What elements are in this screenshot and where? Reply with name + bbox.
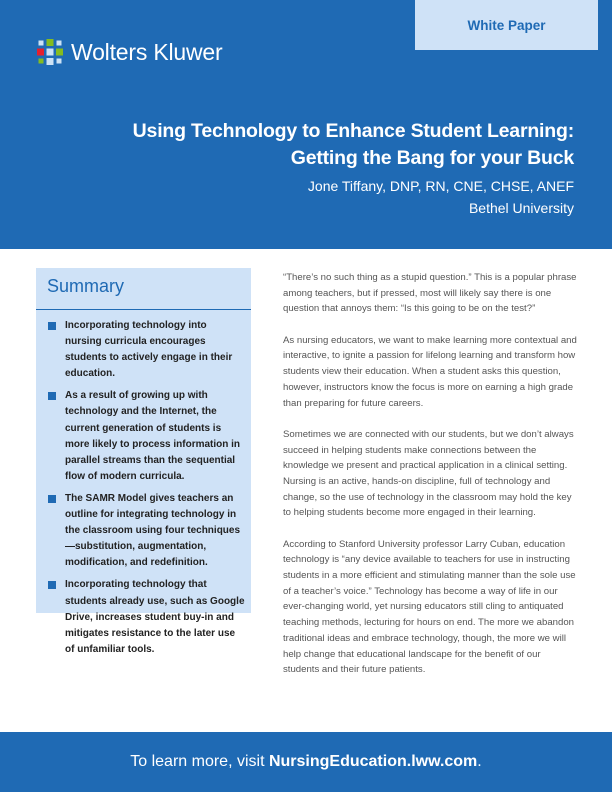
summary-item	[48, 577, 246, 657]
summary-item-text: Incorporating technology that students already use, such as Google Drive, increases student buy-in and mitigates resistance to the later use of unfamiliar tools.	[65, 579, 245, 655]
summary-divider	[36, 309, 251, 310]
body-paragraph: According to Stanford University professor Larry Cuban, education technology is “any device available to teachers for use in instructing students in a more efficient and stimulating manner than the sole use of a teacher’s voice.” Technology has become a way of life in our ever-changing world, yet nursing educators still cling to antiquated teaching methods, lecturing for hours on end. The more we abandon traditional ideas and embrace technology, though, the more we will help change that educational landscape for the benefit of our students and their future patients.	[283, 538, 576, 676]
author-line: Jone Tiffany, DNP, RN, CNE, CHSE, ANEF	[307, 178, 574, 194]
square-bullet-icon	[48, 322, 56, 330]
header-band	[0, 0, 612, 249]
summary-item	[48, 388, 246, 485]
white-paper-tag: White Paper	[415, 0, 598, 50]
title-line-2: Getting the Bang for your Buck	[290, 147, 574, 169]
footer-link[interactable]: NursingEducation.lww.com	[268, 753, 478, 770]
body-column	[283, 270, 577, 694]
title-line-1: Using Technology to Enhance Student Learning:	[132, 120, 574, 142]
summary-item-text: The SAMR Model gives teachers an outline for integrating technology in the classroom using four techniques—substitution, augmentation, modification, and redefinition.	[65, 492, 241, 569]
summary-heading: Summary	[47, 276, 125, 296]
summary-box	[36, 268, 251, 655]
square-bullet-icon	[48, 495, 56, 503]
summary-item	[48, 491, 246, 571]
body-paragraph: As nursing educators, we want to make learning more contextual and interactive, to ignite a passion for lifelong learning and transform how students view their education. When a student asks this question, however, instructors know the focus is more on earning a high grade than preparing for future careers.	[283, 334, 577, 409]
footer-suffix: .	[477, 753, 482, 770]
footer-band	[0, 732, 612, 792]
summary-list	[48, 318, 246, 664]
title-block	[133, 118, 574, 219]
square-bullet-icon	[48, 581, 56, 589]
logo-dots-icon	[36, 38, 64, 66]
affiliation-line: Bethel University	[468, 200, 574, 216]
summary-item-text: Incorporating technology into nursing curricula encourages students to actively engage in their education.	[65, 320, 233, 380]
summary-item-text: As a result of growing up with technology and the Internet, the current generation of students is more likely to process information in parallel streams than the sequential flow of modern curricula.	[65, 390, 241, 482]
body-paragraph: “There’s no such thing as a stupid question.” This is a popular phrase among teachers, but if pressed, most will likely say there is one question that annoys them: “Is this going to be on the test?”	[283, 272, 577, 315]
wolters-kluwer-logo	[36, 38, 222, 66]
logo-wordmark: Wolters Kluwer	[71, 38, 223, 65]
square-bullet-icon	[48, 392, 56, 400]
footer-prefix: To learn more, visit	[130, 753, 265, 770]
summary-item	[48, 318, 246, 382]
body-paragraph: Sometimes we are connected with our students, but we don’t always succeed in helping students make connections between the knowledge we present and practical application in a clinical setting. Nursing is an active, hands-on discipline, full of technology and change, so the use of technology in the classroom may hold the key to helping students become more engaged in their learning.	[283, 428, 574, 519]
